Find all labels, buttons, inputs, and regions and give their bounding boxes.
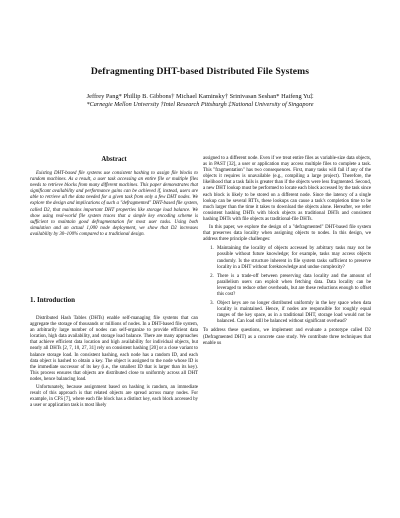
abstract-text: Existing DHT-based file systems use consistent hashing to assign file blocks to random machines. As a result, a user task accessing an entire file or multiple files needs to retrieve blocks from many different machines. This paper demonstrates that significant availability and performance gains can be achieved if, instead, users are able to retrieve all the data needed for a given task from only a few DHT nodes. We explore the design and implications of such a "defragmented" DHT-based file system, called D2, that maintains important DHT properties like storage load balance. We show using real-world file system traces that a simple key encoding scheme is sufficient to maintain good defragmentation for most user tasks. Using both simulation and an actual 1,000 node deployment, we show that D2 increases availability by 30–100% compared to a traditional design. <box>30 171 198 237</box>
right-paragraph: In this paper, we explore the design of a "defragmented" DHT-based file system that preserves data locality when assigning objects to nodes. In this design, we address three principle challenges: <box>203 225 371 243</box>
right-paragraph: assigned to a different node. Even if we treat entire files as variable-size data objects, as in PAST [32], a user or application may access multiple files to complete a task. This "fragmentation" has two consequences. First, many tasks will fail if any of the objects it requires is unavailable (e.g., compiling a large project). Therefore, the likelihood that a task fails is greater than if the objects were less fragmented. Second, a new DHT lookup must be performed to locate each block accessed by the task since each block is likely to be stored on a different node. Since the latency of a single lookup can be several RTTs, these lookups can cause a task's completion time to be much larger than the time it takes to download the objects alone. Hereafter, we refer consistent hashing DHTs with block objects as traditional DHTs and consistent hashing DHTs with file objects as traditional-file DHTs. <box>203 156 371 222</box>
abstract-heading: Abstract <box>101 156 127 163</box>
introduction-body <box>30 316 198 411</box>
intro-paragraph: Distributed Hash Tables (DHTs) enable self-managing file systems that can aggregate the storage of thousands or millions of nodes. In a DHT-based file system, an arbitrarily large number of nodes can self-organize to provide efficient data location, high data availability, and storage load balance. There are many approaches that achieve efficient data location and high availability for individual objects, but nearly all DHTs [2, 7, 10, 27, 31] rely on consistent hashing [20] or a close variant to balance storage load. In consistent hashing, each node has a random ID, and each data object is hashed to obtain a key. The object is assigned to the node whose ID is the immediate successor of its key (i.e., the smallest ID that is larger than its key). This process ensures that objects are distributed close to uniformly across all DHT nodes, hence balancing load. <box>30 316 198 382</box>
abstract-body <box>30 171 198 238</box>
right-column-body <box>203 156 371 349</box>
principle-list <box>203 246 371 325</box>
principle-item: 2. There is a trade-off between preserving data locality and the amount of parallelism users can exploit when fetching data. Data locality can be leveraged to reduce other overheads, but are these reductions enough to offset this cost? <box>215 274 371 298</box>
section-heading-introduction: 1. Introduction <box>30 296 75 304</box>
affiliation-list: *Carnegie Mellon University †Intel Research Pittsburgh ‡National University of Singapore <box>86 101 314 108</box>
intro-paragraph: Unfortunately, because assignment based on hashing is random, an immediate result of this approach is that related objects are spread across many nodes. For example, in CFS [7], where each file block has a distinct key, each block accessed by a user or application task is most likely <box>30 385 198 409</box>
author-list: Jeffrey Pang* Phillip B. Gibbons† Michael Kaminsky† Srinivasan Seshan* Haifeng Yu‡ <box>86 93 314 100</box>
paper-title: Defragmenting DHT-based Distributed File Systems <box>90 66 310 77</box>
principle-item: 1. Maintaining the locality of objects accessed by arbitrary tasks may not be possible without future knowledge; for example, tasks may access objects randomly. Is the structure inherent in file system tasks sufficient to preserve locality in a DHT without foreknowledge and undue complexity? <box>215 246 371 270</box>
principle-item: 3. Object keys are no longer distributed uniformly in the key space when data locality is maintained. Hence, if nodes are responsible for roughly equal ranges of the key space, as in a traditional DHT, storage load would not be balanced. Can load still be balanced without significant overhead? <box>215 301 371 325</box>
right-paragraph: To address these questions, we implement and evaluate a prototype called D2 (Defragmented DHT) as a concrete case study. We contribute three techniques that enable us <box>203 328 371 346</box>
